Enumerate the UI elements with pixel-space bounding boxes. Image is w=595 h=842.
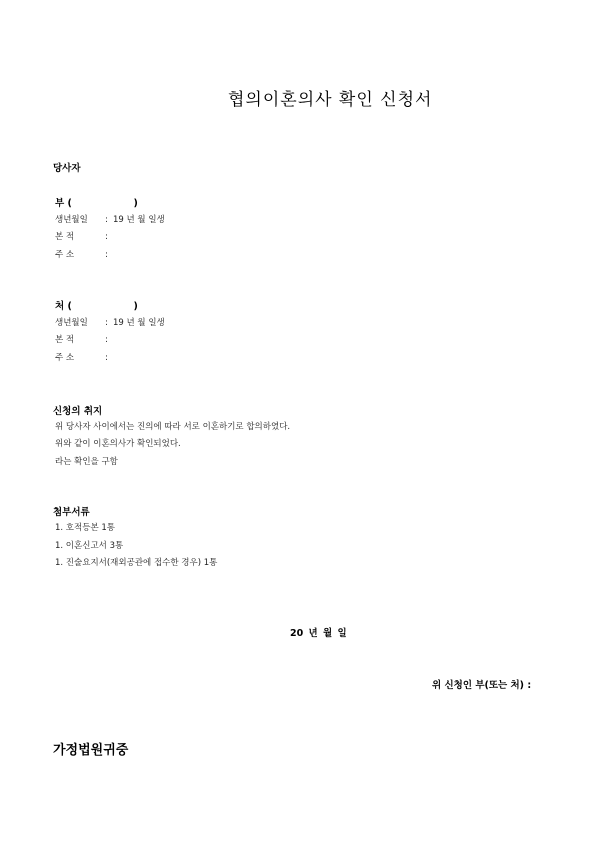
court-addressee: 가정법원귀중 [53,743,129,758]
wife-label: 처 [55,301,65,312]
document-title: 협의이혼의사 확인 신청서 [228,90,433,110]
husband-close-bracket: ) [133,198,138,209]
purpose-line: 라는 확인을 구함 [55,457,118,467]
husband-label: 부 [55,198,65,209]
husband-name-line [55,195,138,209]
wife-name-line [55,298,138,312]
attachment-item: 1. 이혼신고서 3통 [55,541,124,551]
wife-birth-colon: : [105,318,108,328]
wife-close-bracket: ) [133,301,138,312]
husband-address-label: 주 소 [55,250,75,260]
wife-register-row [55,333,113,345]
attachments-heading: 첨부서류 [53,507,90,518]
husband-birth-label: 생년월일 [55,215,88,225]
wife-register-colon: : [105,335,108,345]
husband-address-row [55,248,113,260]
husband-register-row [55,230,113,242]
husband-birth-value: 19 년 월 일생 [113,215,165,225]
husband-birth-row [55,213,165,225]
husband-birth-colon: : [105,215,108,225]
husband-open-bracket: ( [67,198,72,209]
parties-heading: 당사자 [53,163,81,174]
purpose-line: 위와 같이 이혼의사가 확인되었다. [55,439,181,449]
husband-register-label: 본 적 [55,232,75,242]
husband-register-colon: : [105,232,108,242]
husband-address-colon: : [105,250,108,260]
wife-address-label: 주 소 [55,353,75,363]
wife-birth-value: 19 년 월 일생 [113,318,165,328]
wife-birth-label: 생년월일 [55,318,88,328]
wife-open-bracket: ( [67,301,72,312]
purpose-line: 위 당사자 사이에서는 진의에 따라 서로 이혼하기로 합의하였다. [55,422,291,432]
date-line: 20 년 월 일 [290,628,347,639]
attachment-item: 1. 진술요지서(재외공관에 접수한 경우) 1통 [55,558,218,568]
applicant-line: 위 신청인 부(또는 처) : [432,680,532,691]
purpose-heading: 신청의 취지 [53,406,103,417]
wife-address-colon: : [105,353,108,363]
wife-register-label: 본 적 [55,335,75,345]
wife-address-row [55,351,113,363]
attachment-item: 1. 호적등본 1통 [55,523,115,533]
wife-birth-row [55,316,165,328]
